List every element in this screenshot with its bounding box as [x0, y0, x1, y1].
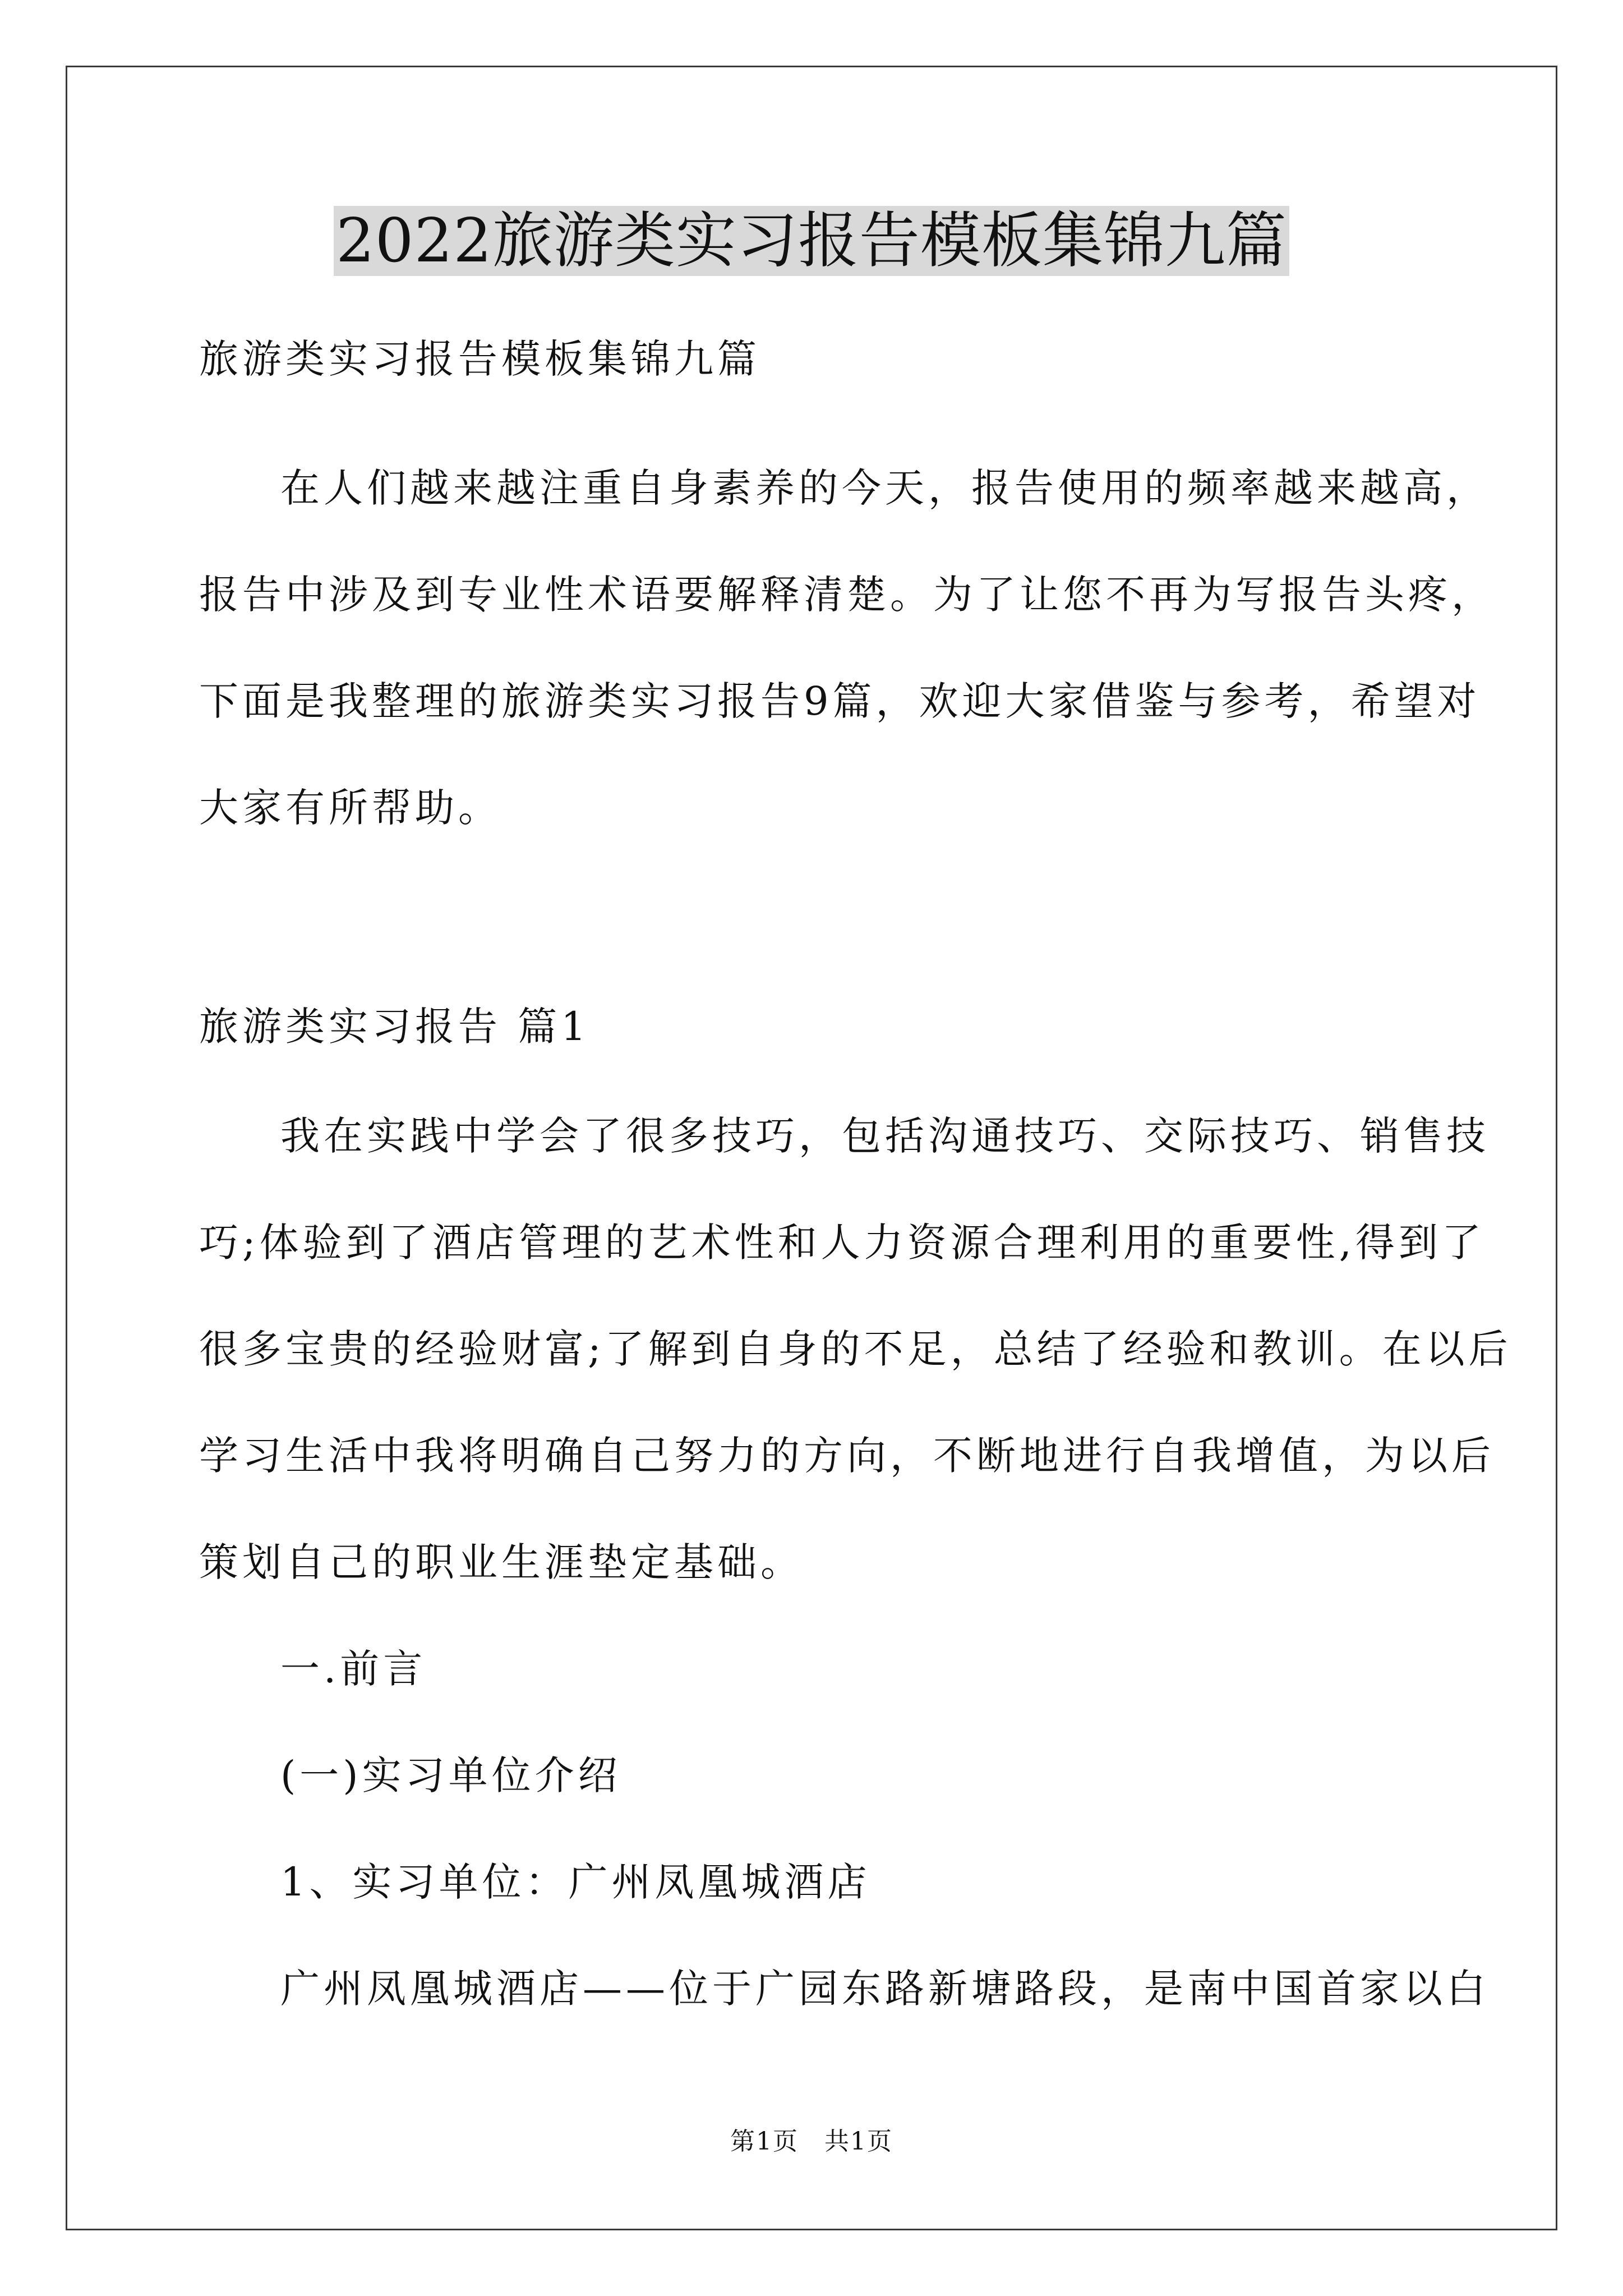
document-subtitle: 旅游类实习报告模板集锦九篇 — [199, 336, 760, 382]
intro-line-1: 在人们越来越注重自身素养的今天，报告使用的频率越来越高， — [280, 465, 1490, 511]
body-line-1: 我在实践中学会了很多技巧，包括沟通技巧、交际技巧、销售技 — [280, 1113, 1490, 1159]
outline-item-1: 1、实习单位：广州凤凰城酒店 — [280, 1859, 871, 1905]
intro-line-2: 报告中涉及到专业性术语要解释清楚。为了让您不再为写报告头疼， — [199, 572, 1495, 618]
outline-part-1-1: (一)实习单位介绍 — [280, 1752, 621, 1798]
document-title: 2022旅游类实习报告模板集锦九篇 — [0, 199, 1623, 283]
body-line-2: 巧;体验到了酒店管理的艺术性和人力资源合理利用的重要性,得到了 — [199, 1220, 1485, 1266]
outline-item-1-desc: 广州凤凰城酒店——位于广园东路新塘路段，是南中国首家以白 — [280, 1966, 1490, 2012]
body-line-4: 学习生活中我将明确自己努力的方向，不断地进行自我增值，为以后 — [199, 1433, 1495, 1479]
body-line-5: 策划自己的职业生涯垫定基础。 — [199, 1539, 804, 1585]
page-footer: 第1页 共1页 — [730, 2127, 893, 2156]
section-heading: 旅游类实习报告 篇1 — [199, 1004, 590, 1050]
body-line-3: 很多宝贵的经验财富;了解到自身的不足，总结了经验和教训。在以后 — [199, 1326, 1512, 1372]
intro-line-3: 下面是我整理的旅游类实习报告9篇，欢迎大家借鉴与参考，希望对 — [199, 678, 1481, 724]
outline-part-1: 一.前言 — [280, 1646, 427, 1692]
intro-line-4: 大家有所帮助。 — [199, 785, 501, 831]
